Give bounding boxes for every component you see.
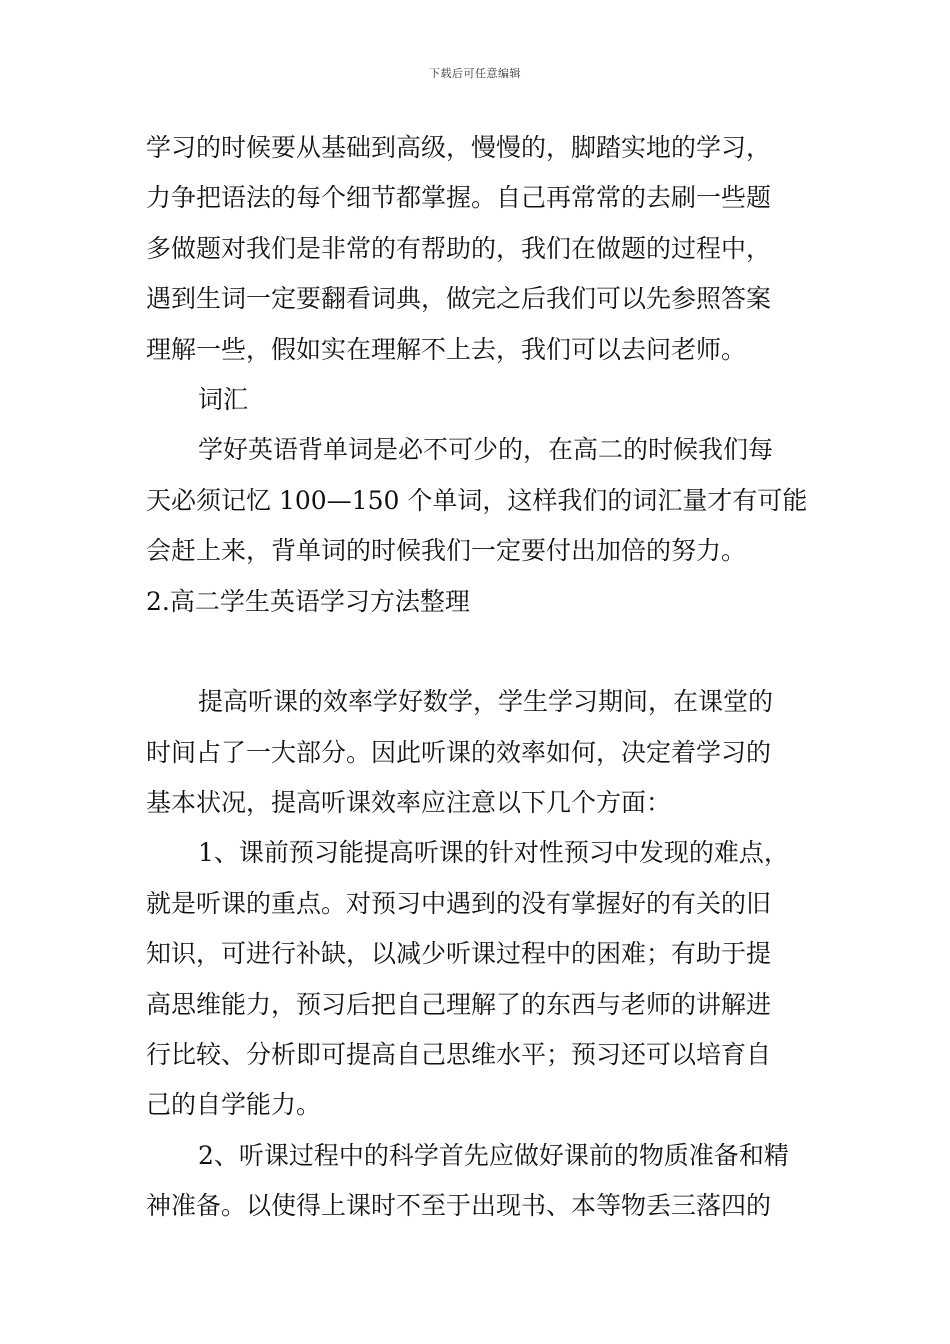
text-line: 己的自学能力。 [146,1090,322,1120]
text-line: 就是听课的重点。对预习中遇到的没有掌握好的有关的旧 [146,888,772,918]
blank-line [146,627,811,677]
text-line: 学好英语背单词是必不可少的，在高二的时候我们每 [198,435,774,465]
text-line: 会赶上来，背单词的时候我们一定要付出加倍的努力。 [146,536,747,566]
text-line: 行比较、分析即可提高自己思维水平；预习还可以培育自 [146,1040,772,1070]
text-line: 知识，可进行补缺，以减少听课过程中的困难；有助于提 [146,939,772,969]
text-line: 高思维能力，预习后把自己理解了的东西与老师的讲解进 [146,989,772,1019]
text-line: 多做题对我们是非常的有帮助的，我们在做题的过程中， [146,233,772,263]
text-line: 2、听课过程中的科学首先应做好课前的物质准备和精 [198,1140,789,1170]
text-line: 遇到生词一定要翻看词典，做完之后我们可以先参照答案 [146,284,772,314]
text-line: 1、课前预习能提高听课的针对性预习中发现的难点， [198,838,789,868]
section-title: 2.高二学生英语学习方法整理 [146,586,470,616]
text-line: 基本状况，提高听课效率应注意以下几个方面： [146,788,672,818]
text-line: 提高听课的效率学好数学，学生学习期间，在课堂的 [198,687,774,717]
text-line: 学习的时候要从基础到高级，慢慢的，脚踏实地的学习， [146,133,772,162]
document-body [146,123,811,1232]
text-line: 力争把语法的每个细节都掌握。自己再常常的去刷一些题 [146,183,772,213]
text-line: 理解一些，假如实在理解不上去，我们可以去问老师。 [146,334,747,364]
text-line: 天必须记忆 100—150 个单词，这样我们的词汇量才有可能 [146,485,808,515]
text-line: 神准备。以使得上课时不至于出现书、本等物丢三落四的 [146,1191,772,1221]
page-header: 下载后可任意编辑 [429,67,521,80]
text-line: 时间占了一大部分。因此听课的效率如何，决定着学习的 [146,737,772,767]
section-heading-vocabulary: 词汇 [198,384,249,414]
